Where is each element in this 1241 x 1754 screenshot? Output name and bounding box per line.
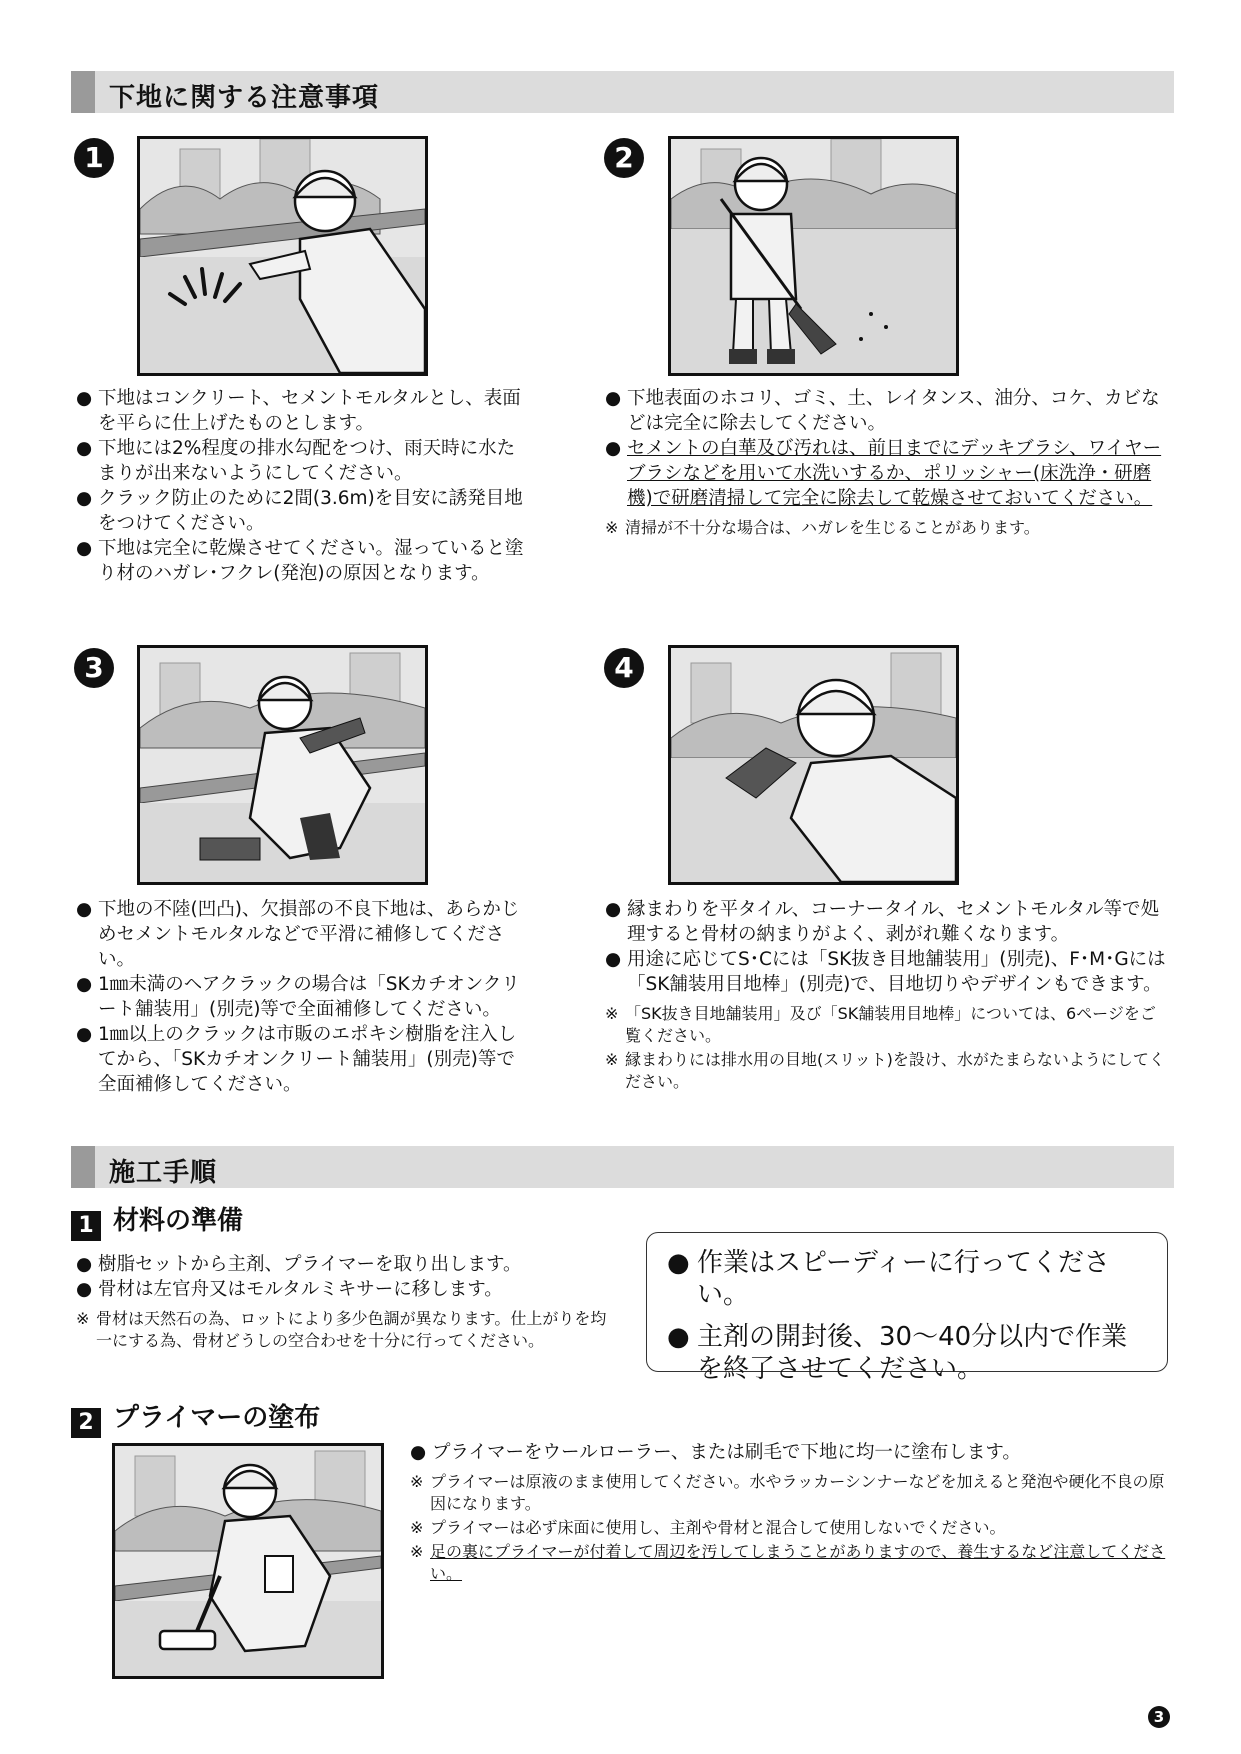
bullet: ● 骨材は左官舟又はモルタルミキサーに移します。 <box>76 1277 616 1302</box>
step-title: 材料の準備 <box>113 1206 244 1236</box>
illustration-worker-sweeping <box>668 136 959 376</box>
bullet: ● 下地表面のホコリ、ゴミ、土、レイタンス、油分、コケ、カビなどは完全に除去してください。 <box>605 386 1170 436</box>
panel-3-text <box>76 897 531 1097</box>
notice-box <box>646 1232 1168 1384</box>
panel-1-text <box>76 386 526 586</box>
note: ※ 縁まわりには排水用の目地(スリット)を設け、水がたまらないようにしてください。 <box>605 1049 1170 1093</box>
section-title: 施工手順 <box>109 1158 218 1188</box>
bullet: ● 下地の不陸(凹凸)、欠損部の不良下地は、あらかじめセメントモルタルなどで平滑に補修してください。 <box>76 897 531 972</box>
step-1-text <box>76 1252 616 1352</box>
panel-number-4: 4 <box>604 648 644 688</box>
bullet: ● 樹脂セットから主剤、プライマーを取り出します。 <box>76 1252 616 1277</box>
bullet: ● 1㎜未満のヘアクラックの場合は「SKカチオンクリート舗装用」(別売)等で全面補修してください。 <box>76 972 531 1022</box>
step-2-header <box>71 1397 320 1438</box>
note: ※ 「SK抜き目地舗装用」及び「SK舗装用目地棒」については、6ページをご覧ください。 <box>605 1003 1170 1047</box>
panel-4-text <box>605 897 1170 1093</box>
bullet: ● クラック防止のために2間(3.6m)を目安に誘発目地をつけてください。 <box>76 486 526 536</box>
bullet: ● プライマーをウールローラー、または刷毛で下地に均一に塗布します。 <box>410 1440 1172 1465</box>
panel-number-2: 2 <box>604 138 644 178</box>
illustration-worker-rolling-primer <box>112 1443 384 1679</box>
notice-item: ● 主剤の開封後、30〜40分以内で作業を終了させてください。 <box>667 1321 1147 1385</box>
bullet: ● 下地は完全に乾燥させてください。湿っていると塗り材のハガレ･フクレ(発泡)の原因となります。 <box>76 536 526 586</box>
panel-number-3: 3 <box>74 648 114 688</box>
notice-item: ● 作業はスピーディーに行ってください。 <box>667 1247 1147 1311</box>
bullet: ● 用途に応じてS･Cには「SK抜き目地舗装用」(別売)、F･M･Gには「SK舗装用目地棒」(別売)で、目地切りやデザインもできます。 <box>605 947 1170 997</box>
step-number: 2 <box>71 1408 101 1438</box>
step-2-text <box>410 1440 1172 1585</box>
step-1-header <box>71 1200 243 1241</box>
note: ※ 清掃が不十分な場合は、ハガレを生じることがあります。 <box>605 517 1170 539</box>
step-title: プライマーの塗布 <box>113 1403 321 1433</box>
step-number: 1 <box>71 1211 101 1241</box>
illustration-worker-troweling <box>137 645 428 885</box>
note: ※ 骨材は天然石の為、ロットにより多少色調が異なります。仕上がりを均一にする為、骨材どうしの空合わせを十分に行ってください。 <box>76 1308 616 1352</box>
bullet: ● 下地はコンクリート、セメントモルタルとし、表面を平らに仕上げたものとします。 <box>76 386 526 436</box>
section-title: 下地に関する注意事項 <box>109 83 380 113</box>
panel-number-1: 1 <box>74 138 114 178</box>
bullet: ● 下地には2%程度の排水勾配をつけ、雨天時に水たまりが出来ないようにしてください。 <box>76 436 526 486</box>
illustration-worker-pointing <box>137 136 428 376</box>
header-accent-bar <box>71 71 95 113</box>
bullet: ● 1㎜以上のクラックは市販のエポキシ樹脂を注入してから、「SKカチオンクリート舗装用」(別売)等で全面補修してください。 <box>76 1022 531 1097</box>
note: ※ プライマーは原液のまま使用してください。水やラッカーシンナーなどを加えると発泡や硬化不良の原因になります。 <box>410 1471 1172 1515</box>
panel-2-text <box>605 386 1170 539</box>
bullet: ● 縁まわりを平タイル、コーナータイル、セメントモルタル等で処理すると骨材の納まりがよく、剥がれ難くなります。 <box>605 897 1170 947</box>
page-number: 3 <box>1148 1706 1170 1728</box>
note: ※ プライマーは必ず床面に使用し、主剤や骨材と混合して使用しないでください。 <box>410 1517 1172 1539</box>
header-accent-bar <box>71 1146 95 1188</box>
section-header-precautions <box>71 71 1174 113</box>
bullet-underlined: ● セメントの白華及び汚れは、前日までにデッキブラシ、ワイヤーブラシなどを用いて水洗いするか、ポリッシャー(床洗浄・研磨機)で研磨清掃して完全に除去して乾燥させておいてください。 <box>605 436 1170 511</box>
illustration-worker-tile <box>668 645 959 885</box>
note-underlined: ※ 足の裏にプライマーが付着して周辺を汚してしまうことがありますので、養生するなど注意してください。 <box>410 1541 1172 1585</box>
section-header-procedure <box>71 1146 1174 1188</box>
